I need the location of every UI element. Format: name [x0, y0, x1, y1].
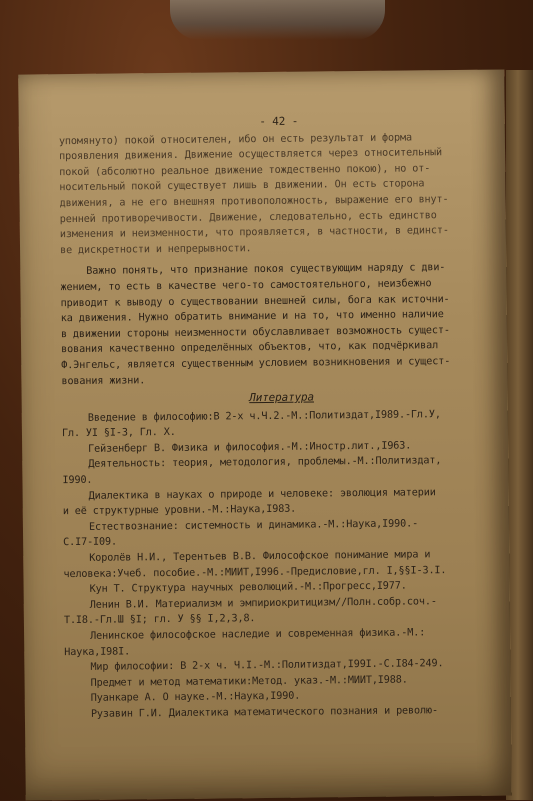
- second-paragraph: [60, 260, 501, 389]
- text-line: упомянуто) покой относителен, ибо он есть результат и форма: [58, 132, 412, 147]
- text-line: ве дискретности и непрерывности.: [59, 242, 252, 256]
- literature-entry-line: Естествознание: системность и динамика.-М.:Наука,I990.-: [88, 518, 419, 533]
- literature-entry-line: Т.I8.-Гл.Ш §I; гл. У §§ I,2,3,8.: [63, 613, 256, 627]
- literature-entry-line: Гейзенберг В. Физика и философия.-М.:Иностр.лит.,I963.: [88, 440, 412, 455]
- text-line: изменения и неизменности, что проявляется, в частности, в единст-: [59, 225, 449, 241]
- literature-entry-line: Мир философии: В 2-х ч. Ч.I.-М.:Политиздат,I99I.-С.I84-249.: [90, 658, 444, 674]
- literature-entry-line: Пуанкаре А. О науке.-М.:Наука,I990.: [90, 691, 301, 705]
- top-paragraph: [59, 129, 500, 258]
- text-line: движения, а не его внешняя противоположность, выражение его внут-: [59, 194, 449, 210]
- text-line: вования жизни.: [61, 374, 146, 387]
- text-line: ренней противоречивости. Движение, следовательно, есть единство: [59, 209, 437, 225]
- text-line: вования качественно определённых объектов, что, как подчёркивал: [61, 340, 439, 356]
- literature-entry-line: Деятельность: теория, методология, проблемы.-М.:Политиздат,: [88, 455, 442, 471]
- literature-heading: Литература: [249, 390, 315, 405]
- literature-entry-line: и её структурные уровни.-М.:Наука,I983.: [62, 503, 297, 518]
- text-line: ка движения. Нужно обратить внимание и на то, что именно наличие: [60, 309, 444, 325]
- text-line: покой (абсолютно реальное движение тождественно покою), но от-: [59, 163, 431, 178]
- literature-entry-line: С.I7-I09.: [63, 536, 118, 549]
- plastic-bag: [170, 0, 385, 40]
- literature-entry-line: Рузавин Г.И. Диалектика математического познания и револю-: [90, 705, 439, 720]
- page-number: - 42 -: [259, 114, 299, 129]
- literature-entry-line: Диалектика в науках о природе и человеке: эволюция материи: [88, 486, 436, 502]
- literature-list: [62, 406, 505, 722]
- literature-entry-line: Гл. УI §I-3, Гл. Х.: [61, 427, 176, 440]
- text-line: в движении стороны неизменности обуславливает возможность сущест-: [60, 324, 450, 340]
- literature-entry-line: Ленинское философское наследие и современная физика.-М.:: [90, 627, 426, 642]
- literature-entry-line: человека:Учеб. пособие.-М.:МИИТ,I996.-Предисловие,гл. I,§§I-3.I.: [63, 564, 447, 580]
- book-page: [18, 69, 512, 800]
- literature-entry-line: Предмет и метод математики:Метод. указ.-М.:МИИТ,I988.: [90, 674, 408, 689]
- text-line: проявления движения. Движение осуществляется через относительный: [59, 147, 443, 163]
- text-line: Ф.Энгельс, является существенным условием возникновения и сущест-: [61, 355, 451, 372]
- literature-entry-line: Кун Т. Структура научных революций.-М.:Прогресс,I977.: [89, 580, 407, 596]
- literature-entry-line: Введение в философию:В 2-х ч.Ч.2.-М.:Политиздат,I989.-Гл.У,: [87, 408, 441, 424]
- page-text: [59, 112, 505, 723]
- literature-entry-line: Королёв Н.И., Терентьев В.В. Философское понимание мира и: [89, 549, 431, 564]
- text-line: Важно понять, что признание покоя существующим наряду с дви-: [86, 262, 446, 278]
- text-line: приводит к выводу о существовании внешней силы, бога как источни-: [60, 293, 450, 309]
- literature-entry-line: Ленин В.И. Материализм и эмпириокритицизм//Полн.собр.соч.-: [89, 596, 437, 611]
- text-line: носительный покой существует лишь в движении. Он есть сторона: [59, 178, 425, 194]
- literature-entry-line: I990.: [62, 474, 93, 487]
- text-line: жением, то есть в качестве чего-то самостоятельного, неизбежно: [60, 278, 432, 294]
- literature-entry-line: Наука,I98I.: [64, 646, 131, 658]
